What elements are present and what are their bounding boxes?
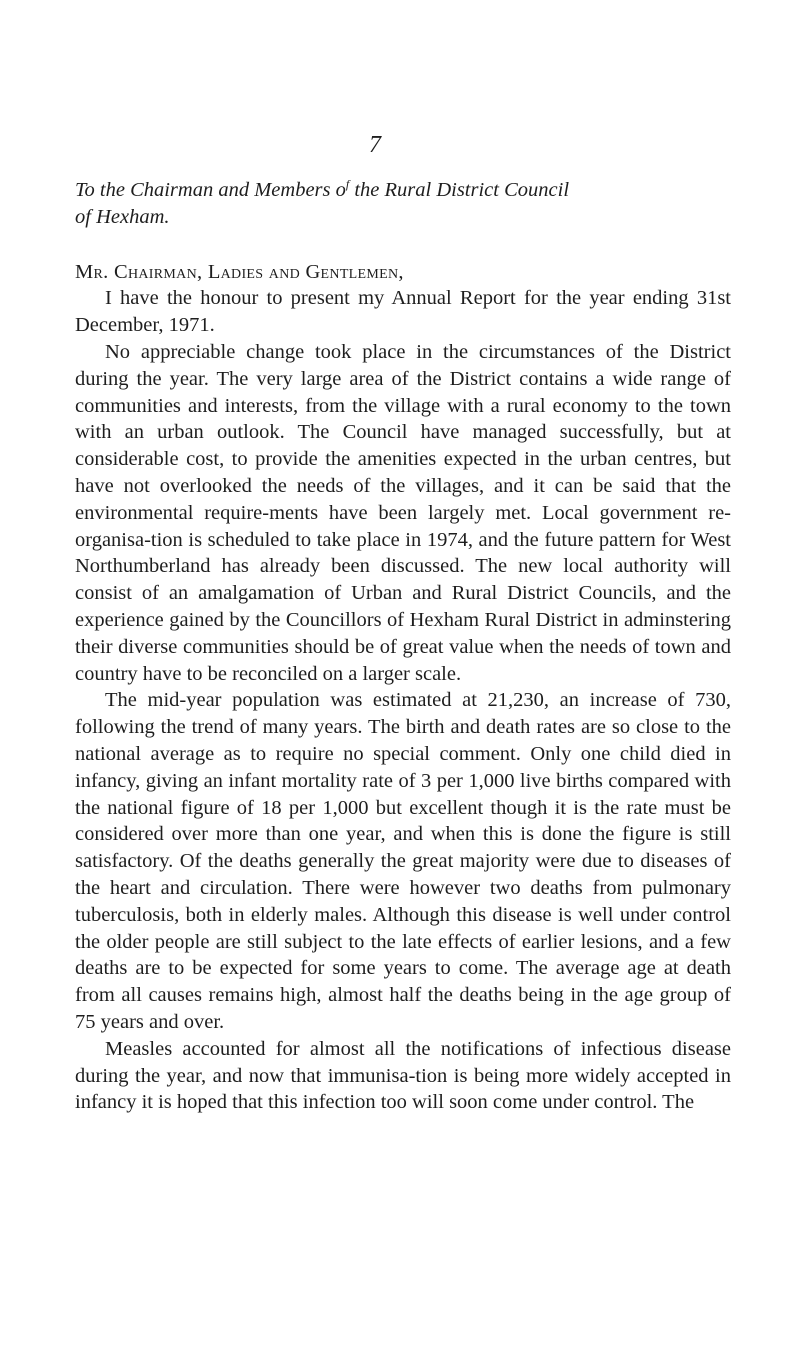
paragraph-district: No appreciable change took place in the circumstances of the District during the year. The very large area of the District contains a wide range of communities and interests, from the village with a rural economy to the town with an urban outlook. The Council have managed successfully, but at considerable cost, to provide the amenities expected in the urban centres, but have not overlooked the needs of the villages, and it can be said that the environmental require-ments have been largely met. Local government re-organisa-tion is scheduled to take place in 1974, and the future pattern for West Northumberland has already been discussed. The new local authority will consist of an amalgamation of Urban and Rural District Councils, and the experience gained by the Councillors of Hexham Rural District in adminstering their diverse communities should be of great value when the needs of town and country have to be reconciled on a larger scale. bbox=[75, 340, 731, 685]
salutation bbox=[75, 259, 731, 286]
addressee-line-2: of Hexham. bbox=[75, 205, 170, 228]
addressee bbox=[75, 177, 731, 231]
paragraph-measles: Measles accounted for almost all the notifications of infectious disease during the year, and now that immunisa-tion is being more widely accepted in infancy it is hoped that this infection too will soon come under control. The bbox=[75, 1037, 731, 1114]
addressee-line-1-end: the Rural District Council bbox=[349, 179, 570, 201]
paragraph-intro: I have the honour to present my Annual Report for the year ending 31st December, 1971. bbox=[75, 287, 731, 337]
paragraph-population: The mid-year population was estimated at 21,230, an increase of 730, following the trend of many years. The birth and death rates are so close to the national average as to require no special comment. Only one child died in infancy, giving an infant mortality rate of 3 per 1,000 live births compared with the national figure of 18 per 1,000 but excellent though it is the rate must be considered over more than one year, and when this is done the figure is still satisfactory. Of the deaths generally the great majority were due to diseases of the heart and circulation. There were however two deaths from pulmonary tuberculosis, both in elderly males. Although this disease is well under control the older people are still subject to the late effects of earlier lesions, and a few deaths are to be expected for some years to come. The average age at death from all causes remains high, almost half the deaths being in the age group of 75 years and over. bbox=[75, 689, 731, 1033]
page-number: 7 bbox=[369, 132, 381, 158]
letter-body bbox=[75, 177, 731, 1116]
addressee-superscript: f bbox=[345, 177, 350, 192]
salutation-text: Mr. Chairman, Ladies and Gentlemen, bbox=[75, 260, 404, 283]
addressee-line-1-start: To the Chairman and Members o bbox=[75, 179, 346, 201]
